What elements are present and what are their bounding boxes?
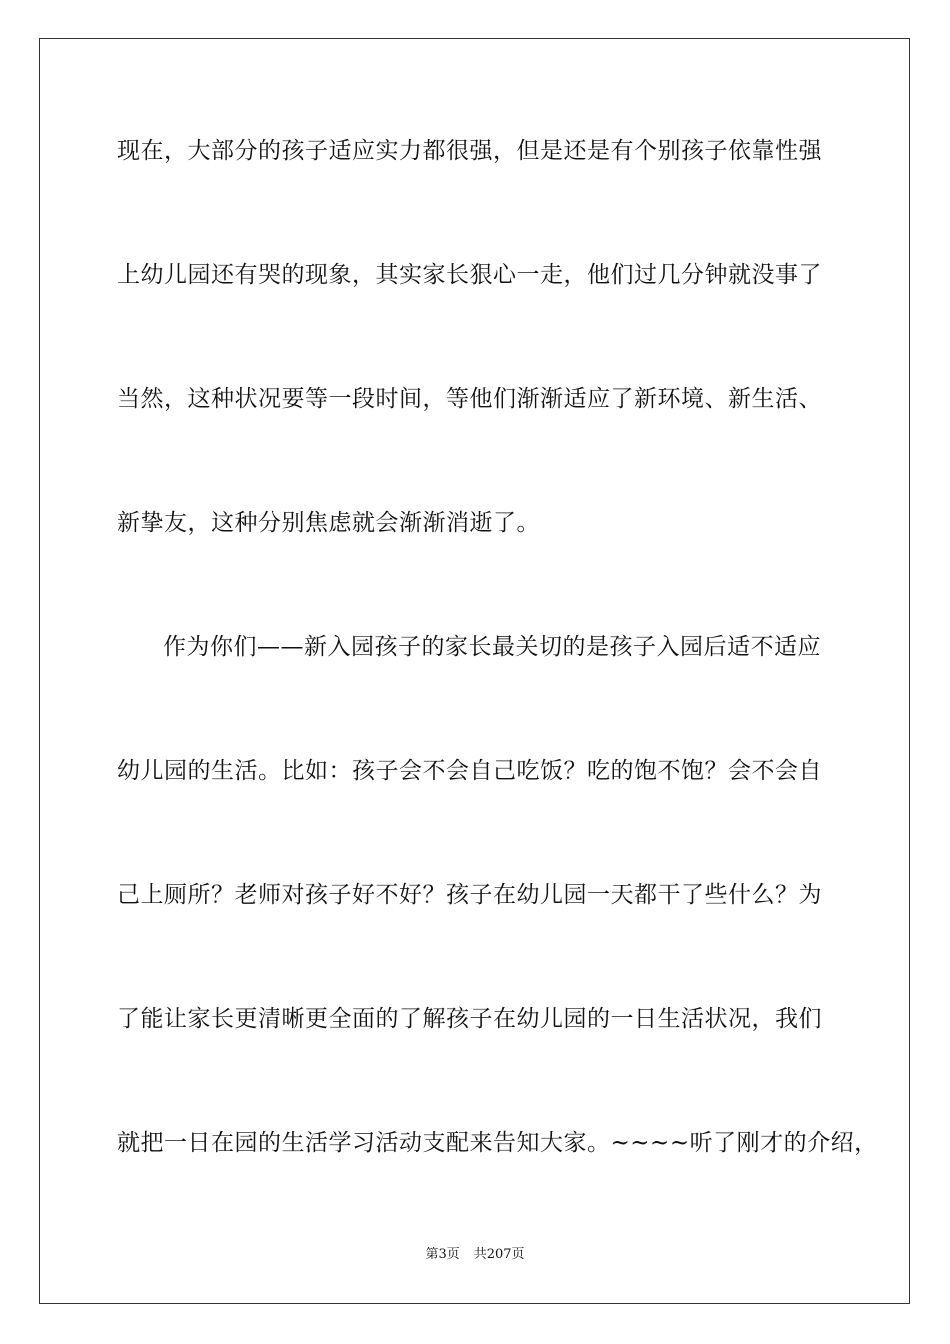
page-footer [0,1247,950,1263]
text-line-6: 幼儿园的生活。比如：孩子会不会自己吃饭？吃的饱不饱？会不会自 [117,758,822,784]
text-line-7: 己上厕所？老师对孩子好不好？孩子在幼儿园一天都干了些什么？为 [117,882,822,908]
text-line-2: 上幼儿园还有哭的现象，其实家长狠心一走，他们过几分钟就没事了 [117,262,822,288]
total-pages: 共207页 [473,1247,525,1262]
text-line-4: 新挚友，这种分别焦虑就会渐渐消逝了。 [117,510,540,536]
text-line-5-paragraph-start: 作为你们——新入园孩子的家长最关切的是孩子入园后适不适应 [163,634,821,660]
page-border [39,38,910,1304]
text-line-1: 现在，大部分的孩子适应实力都很强，但是还是有个别孩子依靠性强 [117,138,822,164]
text-line-3: 当然，这种状况要等一段时间，等他们渐渐适应了新环境、新生活、 [117,386,822,412]
text-line-8: 了能让家长更清晰更全面的了解孩子在幼儿园的一日生活状况，我们 [117,1006,822,1032]
page-number: 第3页 [425,1247,460,1262]
text-line-9: 就把一日在园的生活学习活动支配来告知大家。~~~~听了刚才的介绍， [117,1130,878,1156]
